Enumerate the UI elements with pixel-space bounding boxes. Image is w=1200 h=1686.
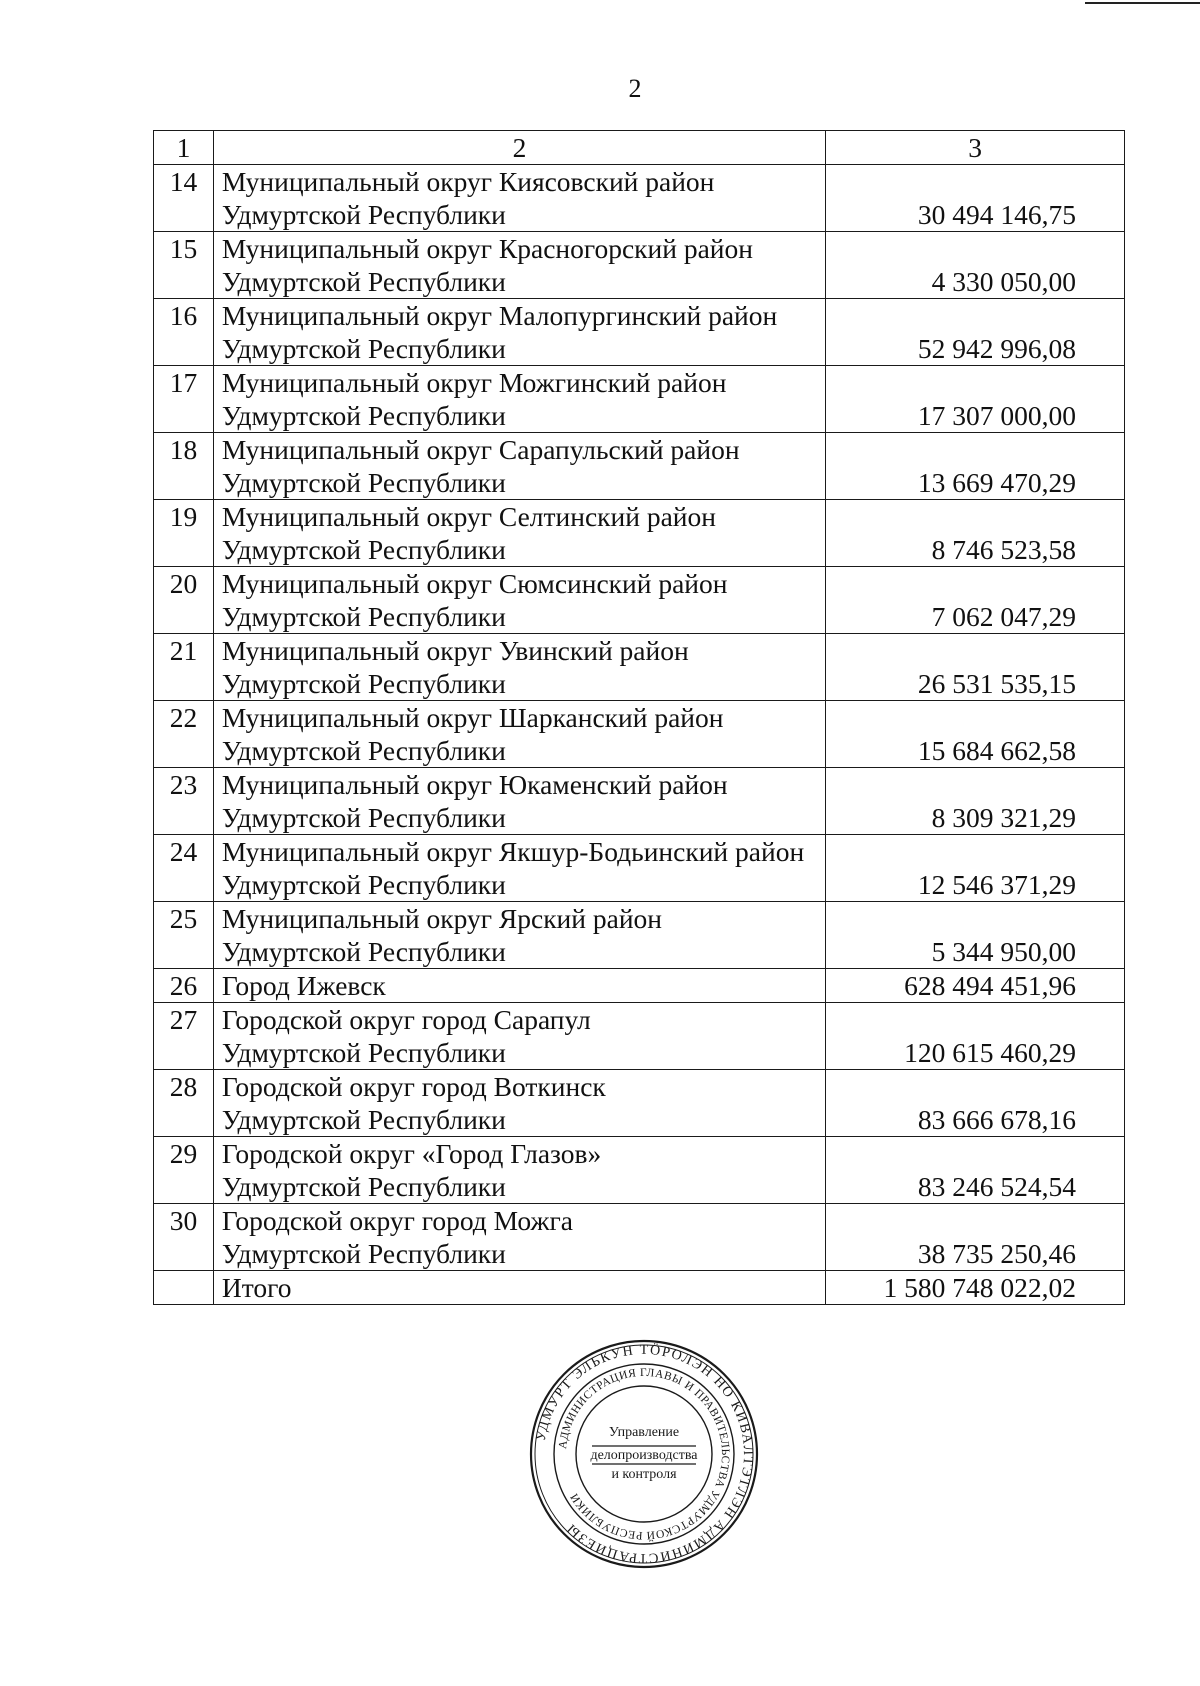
municipality-name-cell (213, 1070, 825, 1137)
row-number-cell: 14 (154, 165, 214, 232)
table-row (154, 1204, 1125, 1271)
amount-cell: 30 494 146,75 (826, 165, 1125, 232)
row-number-cell: 18 (154, 433, 214, 500)
table-row (154, 902, 1125, 969)
row-number-cell: 24 (154, 835, 214, 902)
municipality-name-line-1: Муниципальный округ Ярский район (221, 903, 662, 934)
table-row (154, 701, 1125, 768)
municipality-name-line-2: Удмуртской Республики (221, 1238, 506, 1269)
row-number-cell: 28 (154, 1070, 214, 1137)
municipality-name-line-1: Муниципальный округ Сюмсинский район (221, 568, 728, 599)
municipality-name-line-1: Муниципальный округ Шарканский район (221, 702, 724, 733)
table-row (154, 567, 1125, 634)
amount-cell: 5 344 950,00 (826, 902, 1125, 969)
amount-cell: 83 666 678,16 (826, 1070, 1125, 1137)
table-row (154, 299, 1125, 366)
municipality-name-line-1: Муниципальный округ Можгинский район (221, 367, 727, 398)
municipality-name-line-2: Удмуртской Республики (221, 467, 506, 498)
seal-inner-text: АДМИНИСТРАЦИЯ ГЛАВЫ И ПРАВИТЕЛЬСТВА УДМУРТСКОЙ РЕСПУБЛИКИ (557, 1366, 732, 1542)
row-number-cell: 25 (154, 902, 214, 969)
row-number-cell: 26 (154, 969, 214, 1003)
municipality-name-cell (213, 299, 825, 366)
municipality-name-cell (213, 701, 825, 768)
table-row (154, 165, 1125, 232)
table-row (154, 768, 1125, 835)
table-row (154, 1137, 1125, 1204)
table-row (154, 1003, 1125, 1070)
municipality-name-line-2: Удмуртской Республики (221, 266, 506, 297)
amount-cell: 120 615 460,29 (826, 1003, 1125, 1070)
municipality-name-line-1: Муниципальный округ Малопургинский район (221, 300, 778, 331)
header-cell-3: 3 (826, 131, 1125, 165)
municipality-name-cell (213, 969, 825, 1003)
municipality-name-line-1: Муниципальный округ Сарапульский район (221, 434, 740, 465)
municipality-name-line-1: Муниципальный округ Якшур-Бодьинский район (221, 836, 805, 867)
seal-center-line-2: делопроизводства (590, 1448, 698, 1463)
amount-cell: 83 246 524,54 (826, 1137, 1125, 1204)
municipality-name-line-1: Муниципальный округ Селтинский район (221, 501, 716, 532)
header-cell-2: 2 (213, 131, 825, 165)
amount-cell: 13 669 470,29 (826, 433, 1125, 500)
municipality-name-cell (213, 835, 825, 902)
municipality-name-line-1: Муниципальный округ Киясовский район (221, 166, 715, 197)
amount-cell: 15 684 662,58 (826, 701, 1125, 768)
amount-cell: 7 062 047,29 (826, 567, 1125, 634)
municipality-name-line-1: Муниципальный округ Юкаменский район (221, 769, 728, 800)
seal-outer-text: УДМУРТ ЭЛЬКУН ТӦРОЛЭН НО КИВАЛТЭТЛЭН АДМИНИСТРАЦИЕЗЫ (533, 1342, 756, 1566)
total-number-cell (154, 1271, 214, 1305)
amount-cell: 26 531 535,15 (826, 634, 1125, 701)
table-header-row (154, 131, 1125, 165)
municipality-name-line-2: Удмуртской Республики (221, 802, 506, 833)
table-row (154, 1070, 1125, 1137)
row-number-cell: 21 (154, 634, 214, 701)
table-row (154, 433, 1125, 500)
row-number-cell: 20 (154, 567, 214, 634)
table-row (154, 500, 1125, 567)
municipality-name-cell (213, 1204, 825, 1271)
row-number-cell: 27 (154, 1003, 214, 1070)
row-number-cell: 23 (154, 768, 214, 835)
municipality-name-line-1: Городской округ город Можга (221, 1205, 573, 1236)
municipality-name-line-2: Удмуртской Республики (221, 333, 506, 364)
amount-cell: 8 746 523,58 (826, 500, 1125, 567)
amount-cell: 8 309 321,29 (826, 768, 1125, 835)
row-number-cell: 22 (154, 701, 214, 768)
official-seal (528, 1338, 760, 1570)
allocation-table (153, 130, 1125, 1305)
table-row (154, 969, 1125, 1003)
table-row (154, 634, 1125, 701)
municipality-name-line-1: Городской округ «Город Глазов» (221, 1138, 602, 1169)
amount-cell: 4 330 050,00 (826, 232, 1125, 299)
row-number-cell: 16 (154, 299, 214, 366)
municipality-name-line-2: Удмуртской Республики (221, 735, 506, 766)
municipality-name-line-2: Удмуртской Республики (221, 601, 506, 632)
total-row (154, 1271, 1125, 1305)
municipality-name-cell (213, 902, 825, 969)
municipality-name-line-2: Удмуртской Республики (221, 400, 506, 431)
amount-cell: 17 307 000,00 (826, 366, 1125, 433)
total-amount-cell: 1 580 748 022,02 (826, 1271, 1125, 1305)
municipality-name-cell (213, 1003, 825, 1070)
table-row (154, 835, 1125, 902)
row-number-cell: 17 (154, 366, 214, 433)
municipality-name-cell (213, 1137, 825, 1204)
amount-cell: 628 494 451,96 (826, 969, 1125, 1003)
total-label-cell: Итого (213, 1271, 825, 1305)
municipality-name-line-2: Удмуртской Республики (221, 936, 506, 967)
municipality-name-line-2: Удмуртской Республики (221, 668, 506, 699)
municipality-name-cell (213, 567, 825, 634)
row-number-cell: 15 (154, 232, 214, 299)
municipality-name-cell (213, 433, 825, 500)
row-number-cell: 29 (154, 1137, 214, 1204)
municipality-name-cell (213, 634, 825, 701)
row-number-cell: 19 (154, 500, 214, 567)
seal-center-line-1: Управление (608, 1425, 680, 1440)
corner-edge-line (1085, 2, 1200, 4)
municipality-name-cell (213, 500, 825, 567)
amount-cell: 38 735 250,46 (826, 1204, 1125, 1271)
municipality-name-cell (213, 768, 825, 835)
table-row (154, 366, 1125, 433)
municipality-name-line-2: Удмуртской Республики (221, 1171, 506, 1202)
row-number-cell: 30 (154, 1204, 214, 1271)
header-cell-1: 1 (154, 131, 214, 165)
municipality-name-cell (213, 366, 825, 433)
municipality-name-line-2: Удмуртской Республики (221, 534, 506, 565)
municipality-name-line-1: Городской округ город Сарапул (221, 1004, 591, 1035)
seal-center-line-3: и контроля (611, 1467, 677, 1482)
municipality-name-cell (213, 232, 825, 299)
municipality-name-line-2: Удмуртской Республики (221, 1104, 506, 1135)
municipality-name-line-2: Удмуртской Республики (221, 869, 506, 900)
table-row (154, 232, 1125, 299)
municipality-name-line-2: Удмуртской Республики (221, 1037, 506, 1068)
municipality-name-line-1: Город Ижевск (221, 970, 386, 1001)
municipality-name-cell (213, 165, 825, 232)
municipality-name-line-1: Городской округ город Воткинск (221, 1071, 606, 1102)
municipality-name-line-2: Удмуртской Республики (221, 199, 506, 230)
municipality-name-line-1: Муниципальный округ Красногорский район (221, 233, 753, 264)
municipality-name-line-1: Муниципальный округ Увинский район (221, 635, 689, 666)
amount-cell: 12 546 371,29 (826, 835, 1125, 902)
page-number: 2 (628, 74, 642, 103)
amount-cell: 52 942 996,08 (826, 299, 1125, 366)
